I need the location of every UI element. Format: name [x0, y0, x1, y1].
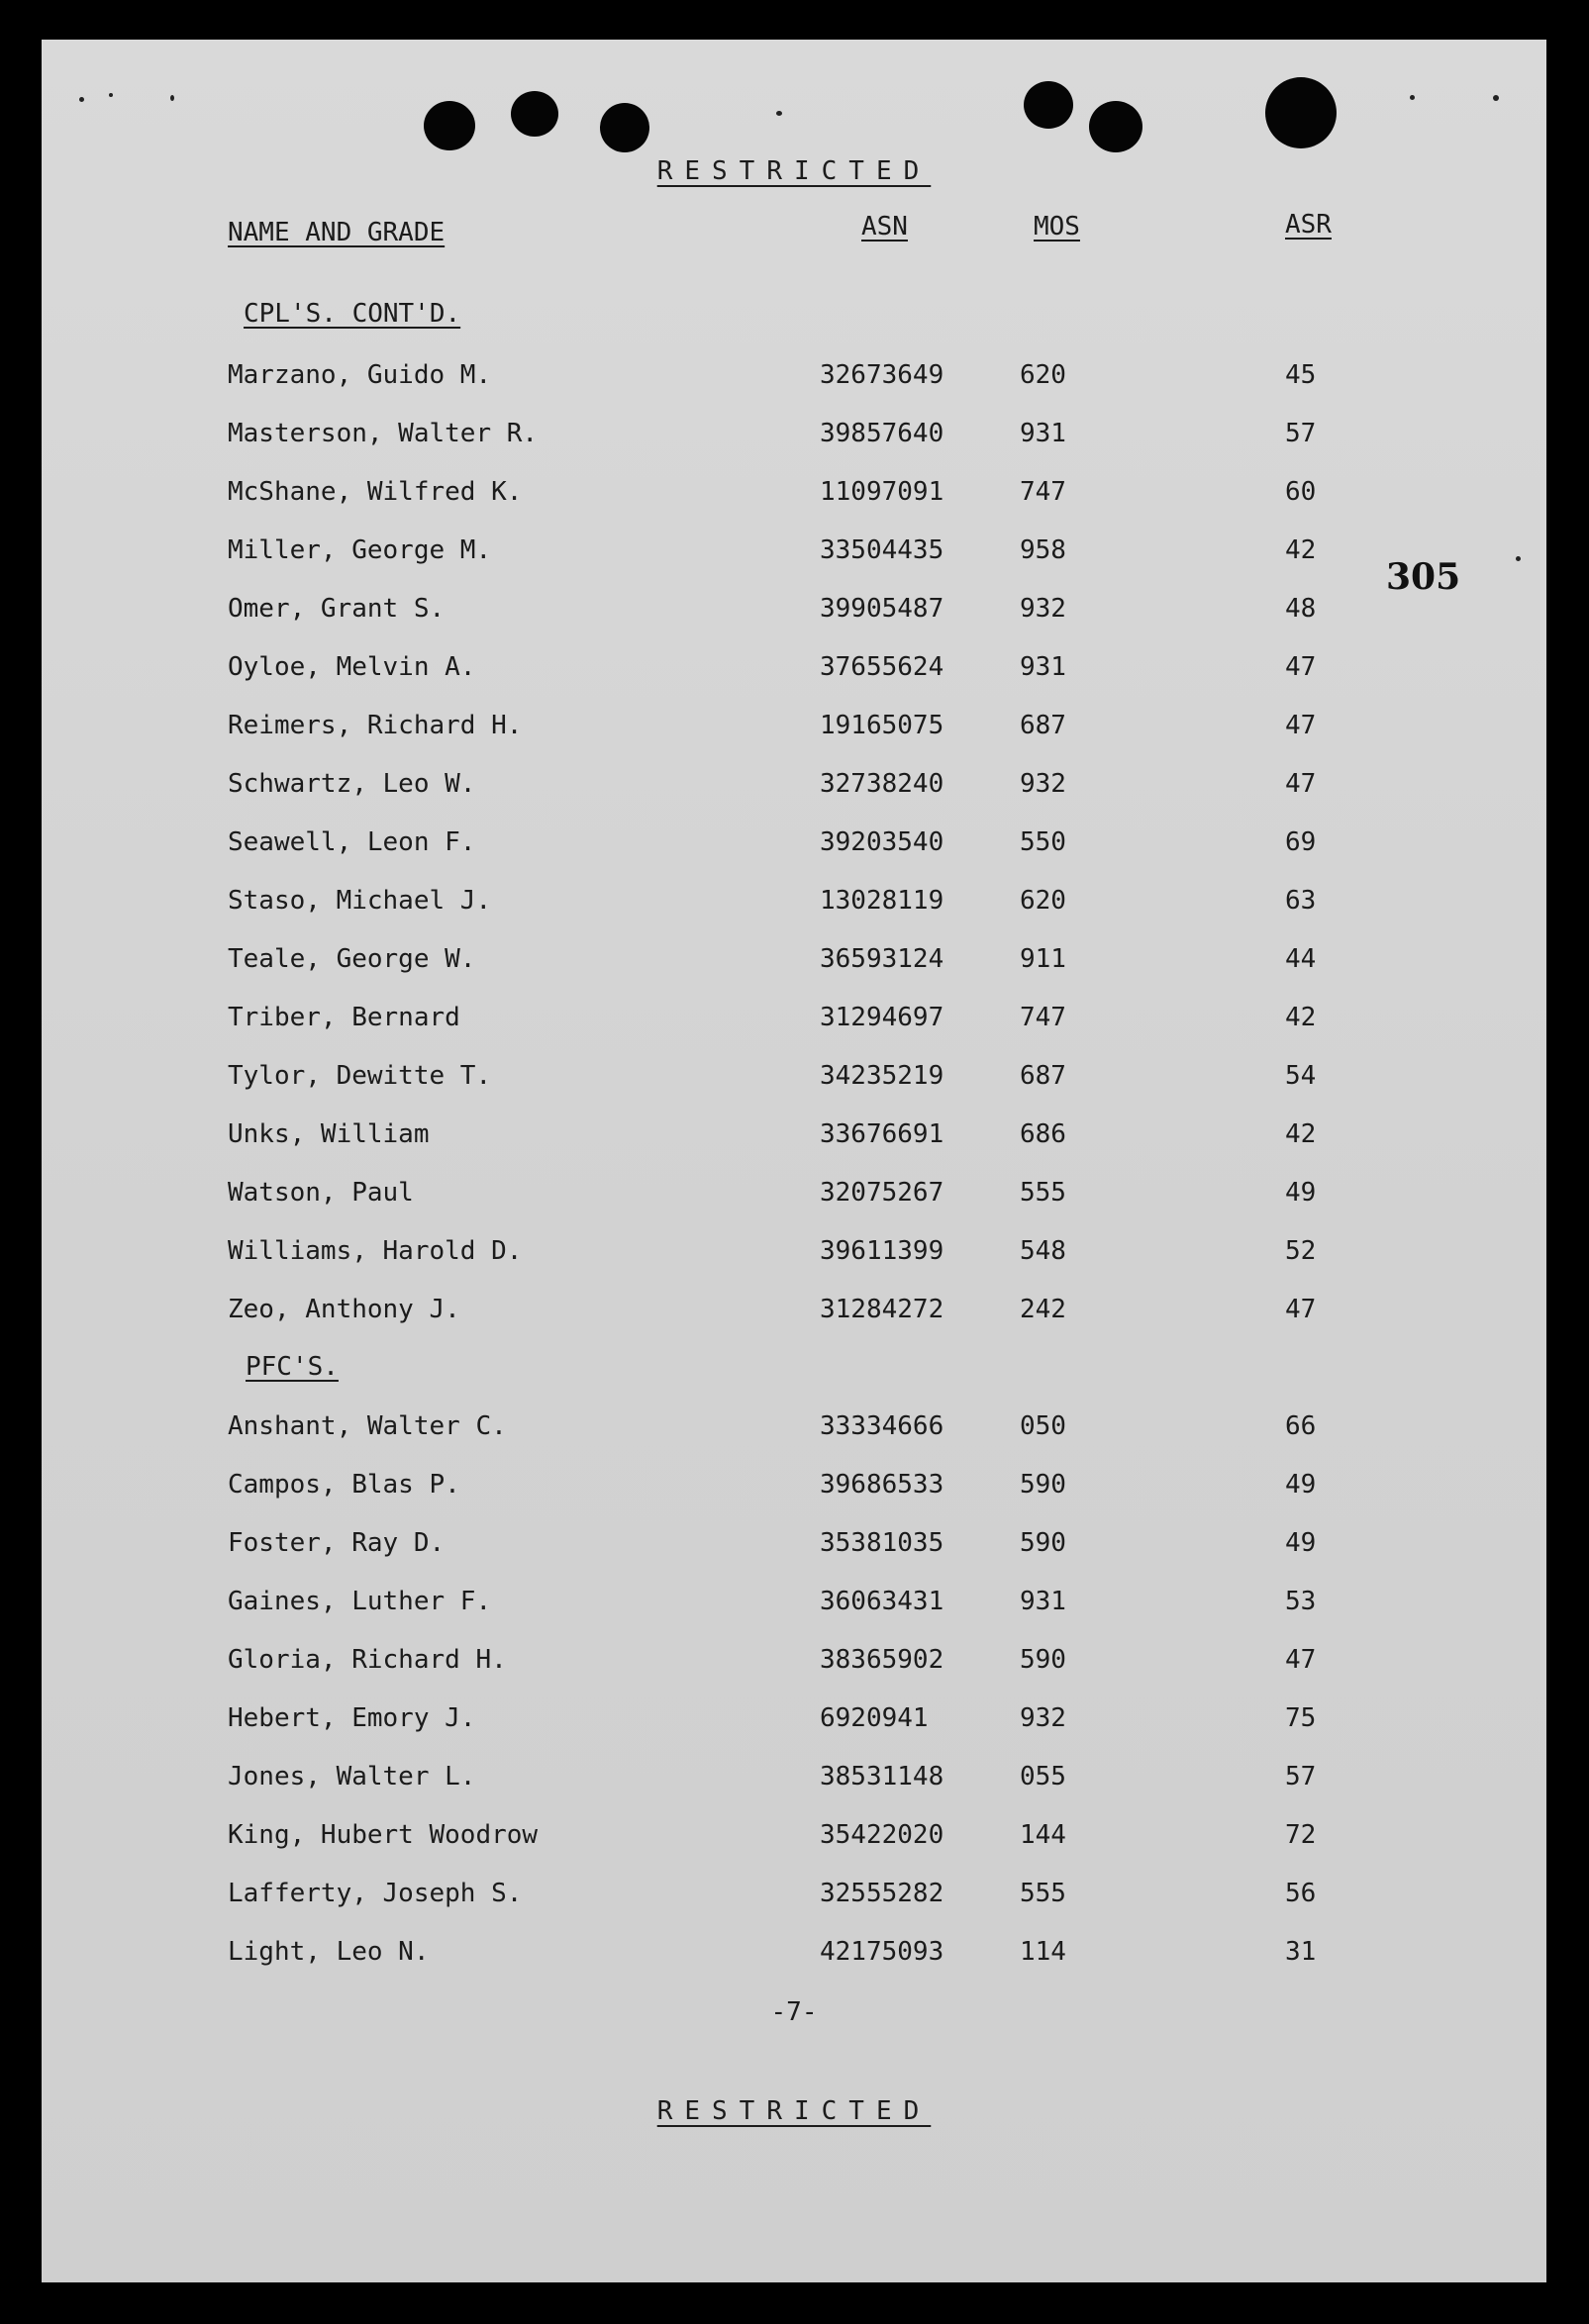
cell-name: Reimers, Richard H. — [228, 711, 523, 740]
cell-asr: 72 — [1285, 1820, 1317, 1850]
page-stamp-number: 305 — [1386, 556, 1461, 598]
table-row — [42, 1703, 1546, 1743]
table-row — [42, 1820, 1546, 1860]
cell-asn: 37655624 — [820, 652, 944, 682]
cell-name: King, Hubert Woodrow — [228, 1820, 539, 1850]
speck — [1493, 95, 1499, 101]
cell-mos: 550 — [1020, 827, 1066, 857]
cell-mos: 555 — [1020, 1879, 1066, 1908]
cell-asr: 52 — [1285, 1236, 1317, 1266]
cell-asn: 38531148 — [820, 1762, 944, 1791]
cell-asr: 47 — [1285, 652, 1317, 682]
classification-footer: RESTRICTED — [656, 2096, 932, 2126]
cell-mos: 620 — [1020, 886, 1066, 916]
cell-asn: 31284272 — [820, 1295, 944, 1324]
cell-mos: 548 — [1020, 1236, 1066, 1266]
table-row — [42, 1411, 1546, 1451]
cell-name: Zeo, Anthony J. — [228, 1295, 460, 1324]
cell-asr: 53 — [1285, 1587, 1317, 1616]
cell-name: Tylor, Dewitte T. — [228, 1061, 492, 1091]
cell-asn: 39905487 — [820, 594, 944, 624]
cell-mos: 590 — [1020, 1528, 1066, 1558]
cell-asr: 49 — [1285, 1528, 1317, 1558]
cell-asr: 75 — [1285, 1703, 1317, 1733]
cell-name: Staso, Michael J. — [228, 886, 492, 916]
cell-name: Schwartz, Leo W. — [228, 769, 476, 799]
punch-hole — [1265, 77, 1337, 148]
cell-asn: 39686533 — [820, 1470, 944, 1500]
cell-asn: 39611399 — [820, 1236, 944, 1266]
table-row — [42, 1061, 1546, 1101]
cell-name: Seawell, Leon F. — [228, 827, 476, 857]
cell-asr: 42 — [1285, 535, 1317, 565]
table-row — [42, 944, 1546, 984]
cell-asr: 47 — [1285, 769, 1317, 799]
cell-asr: 47 — [1285, 711, 1317, 740]
table-row — [42, 1645, 1546, 1685]
punch-hole — [600, 103, 649, 152]
cell-name: McShane, Wilfred K. — [228, 477, 523, 507]
cell-mos: 747 — [1020, 1003, 1066, 1032]
cell-asn: 33504435 — [820, 535, 944, 565]
cell-asn: 33334666 — [820, 1411, 944, 1441]
cell-asn: 35381035 — [820, 1528, 944, 1558]
table-row — [42, 1762, 1546, 1801]
cell-asn: 35422020 — [820, 1820, 944, 1850]
table-row — [42, 1236, 1546, 1276]
cell-asr: 44 — [1285, 944, 1317, 974]
column-header-asr: ASR — [1285, 210, 1332, 240]
cell-mos: 242 — [1020, 1295, 1066, 1324]
punch-hole — [511, 91, 558, 137]
cell-asr: 69 — [1285, 827, 1317, 857]
cell-asn: 32555282 — [820, 1879, 944, 1908]
table-row — [42, 1295, 1546, 1334]
table-row — [42, 1587, 1546, 1626]
cell-mos: 686 — [1020, 1119, 1066, 1149]
table-row — [42, 594, 1546, 633]
table-row — [42, 1937, 1546, 1977]
column-header-name: NAME AND GRADE — [228, 218, 446, 247]
cell-name: Oyloe, Melvin A. — [228, 652, 476, 682]
cell-name: Unks, William — [228, 1119, 430, 1149]
table-row — [42, 827, 1546, 867]
cell-name: Watson, Paul — [228, 1178, 414, 1208]
cell-mos: 050 — [1020, 1411, 1066, 1441]
cell-mos: 911 — [1020, 944, 1066, 974]
cell-mos: 958 — [1020, 535, 1066, 565]
cell-asr: 57 — [1285, 1762, 1317, 1791]
cell-name: Gaines, Luther F. — [228, 1587, 492, 1616]
table-row — [42, 419, 1546, 458]
cell-name: Anshant, Walter C. — [228, 1411, 507, 1441]
cell-asn: 33676691 — [820, 1119, 944, 1149]
cell-asr: 54 — [1285, 1061, 1317, 1091]
cell-asn: 13028119 — [820, 886, 944, 916]
cell-asn: 32075267 — [820, 1178, 944, 1208]
cell-asn: 32738240 — [820, 769, 944, 799]
speck — [109, 93, 113, 97]
table-row — [42, 1003, 1546, 1042]
speck — [1410, 95, 1415, 100]
cell-asr: 66 — [1285, 1411, 1317, 1441]
cell-mos: 931 — [1020, 652, 1066, 682]
cell-name: Light, Leo N. — [228, 1937, 430, 1967]
cell-name: Gloria, Richard H. — [228, 1645, 507, 1675]
cell-mos: 144 — [1020, 1820, 1066, 1850]
cell-mos: 687 — [1020, 1061, 1066, 1091]
punch-hole — [1024, 81, 1073, 129]
cell-name: Teale, George W. — [228, 944, 476, 974]
cell-asr: 47 — [1285, 1295, 1317, 1324]
cell-asn: 11097091 — [820, 477, 944, 507]
cell-asr: 48 — [1285, 594, 1317, 624]
cell-mos: 687 — [1020, 711, 1066, 740]
cell-mos: 555 — [1020, 1178, 1066, 1208]
table-row — [42, 535, 1546, 575]
section-label-cpls: CPL'S. CONT'D. — [244, 299, 461, 329]
cell-name: Marzano, Guido M. — [228, 360, 492, 390]
cell-asr: 42 — [1285, 1119, 1317, 1149]
cell-name: Hebert, Emory J. — [228, 1703, 476, 1733]
cell-asr: 42 — [1285, 1003, 1317, 1032]
cell-mos: 747 — [1020, 477, 1066, 507]
cell-asn: 38365902 — [820, 1645, 944, 1675]
cell-name: Campos, Blas P. — [228, 1470, 460, 1500]
cell-mos: 931 — [1020, 419, 1066, 448]
cell-asr: 57 — [1285, 419, 1317, 448]
table-row — [42, 1119, 1546, 1159]
cell-asn: 42175093 — [820, 1937, 944, 1967]
cell-asr: 63 — [1285, 886, 1317, 916]
cell-asr: 56 — [1285, 1879, 1317, 1908]
cell-name: Foster, Ray D. — [228, 1528, 446, 1558]
cell-name: Omer, Grant S. — [228, 594, 446, 624]
table-row — [42, 477, 1546, 517]
column-header-mos: MOS — [1034, 212, 1080, 242]
punch-hole — [1089, 101, 1142, 152]
punch-hole — [424, 101, 475, 150]
cell-mos: 590 — [1020, 1470, 1066, 1500]
cell-mos: 932 — [1020, 769, 1066, 799]
table-row — [42, 652, 1546, 692]
cell-asn: 31294697 — [820, 1003, 944, 1032]
cell-asn: 32673649 — [820, 360, 944, 390]
cell-asn: 36593124 — [820, 944, 944, 974]
cell-asr: 49 — [1285, 1178, 1317, 1208]
cell-name: Williams, Harold D. — [228, 1236, 523, 1266]
cell-name: Triber, Bernard — [228, 1003, 460, 1032]
cell-mos: 932 — [1020, 1703, 1066, 1733]
cell-mos: 620 — [1020, 360, 1066, 390]
cell-name: Lafferty, Joseph S. — [228, 1879, 523, 1908]
cell-name: Jones, Walter L. — [228, 1762, 476, 1791]
cell-mos: 932 — [1020, 594, 1066, 624]
cell-mos: 590 — [1020, 1645, 1066, 1675]
table-row — [42, 1178, 1546, 1217]
page-number: -7- — [770, 1997, 818, 2027]
cell-asn: 34235219 — [820, 1061, 944, 1091]
speck — [170, 95, 174, 101]
speck — [79, 97, 84, 102]
section-label-pfcs: PFC'S. — [246, 1352, 339, 1382]
table-row — [42, 769, 1546, 809]
cell-asn: 19165075 — [820, 711, 944, 740]
cell-mos: 055 — [1020, 1762, 1066, 1791]
cell-name: Masterson, Walter R. — [228, 419, 539, 448]
cell-asr: 45 — [1285, 360, 1317, 390]
table-row — [42, 1470, 1546, 1509]
cell-asn: 39203540 — [820, 827, 944, 857]
table-row — [42, 711, 1546, 750]
table-row — [42, 1879, 1546, 1918]
cell-asr: 60 — [1285, 477, 1317, 507]
cell-mos: 931 — [1020, 1587, 1066, 1616]
document-page — [42, 40, 1546, 2282]
table-row — [42, 886, 1546, 925]
column-header-asn: ASN — [861, 212, 908, 242]
cell-asn: 39857640 — [820, 419, 944, 448]
speck — [776, 111, 782, 116]
cell-asr: 31 — [1285, 1937, 1317, 1967]
table-row — [42, 1528, 1546, 1568]
cell-asn: 36063431 — [820, 1587, 944, 1616]
cell-mos: 114 — [1020, 1937, 1066, 1967]
classification-header: RESTRICTED — [656, 156, 932, 186]
cell-asr: 47 — [1285, 1645, 1317, 1675]
cell-asr: 49 — [1285, 1470, 1317, 1500]
cell-asn: 6920941 — [820, 1703, 929, 1733]
cell-name: Miller, George M. — [228, 535, 492, 565]
table-row — [42, 360, 1546, 400]
